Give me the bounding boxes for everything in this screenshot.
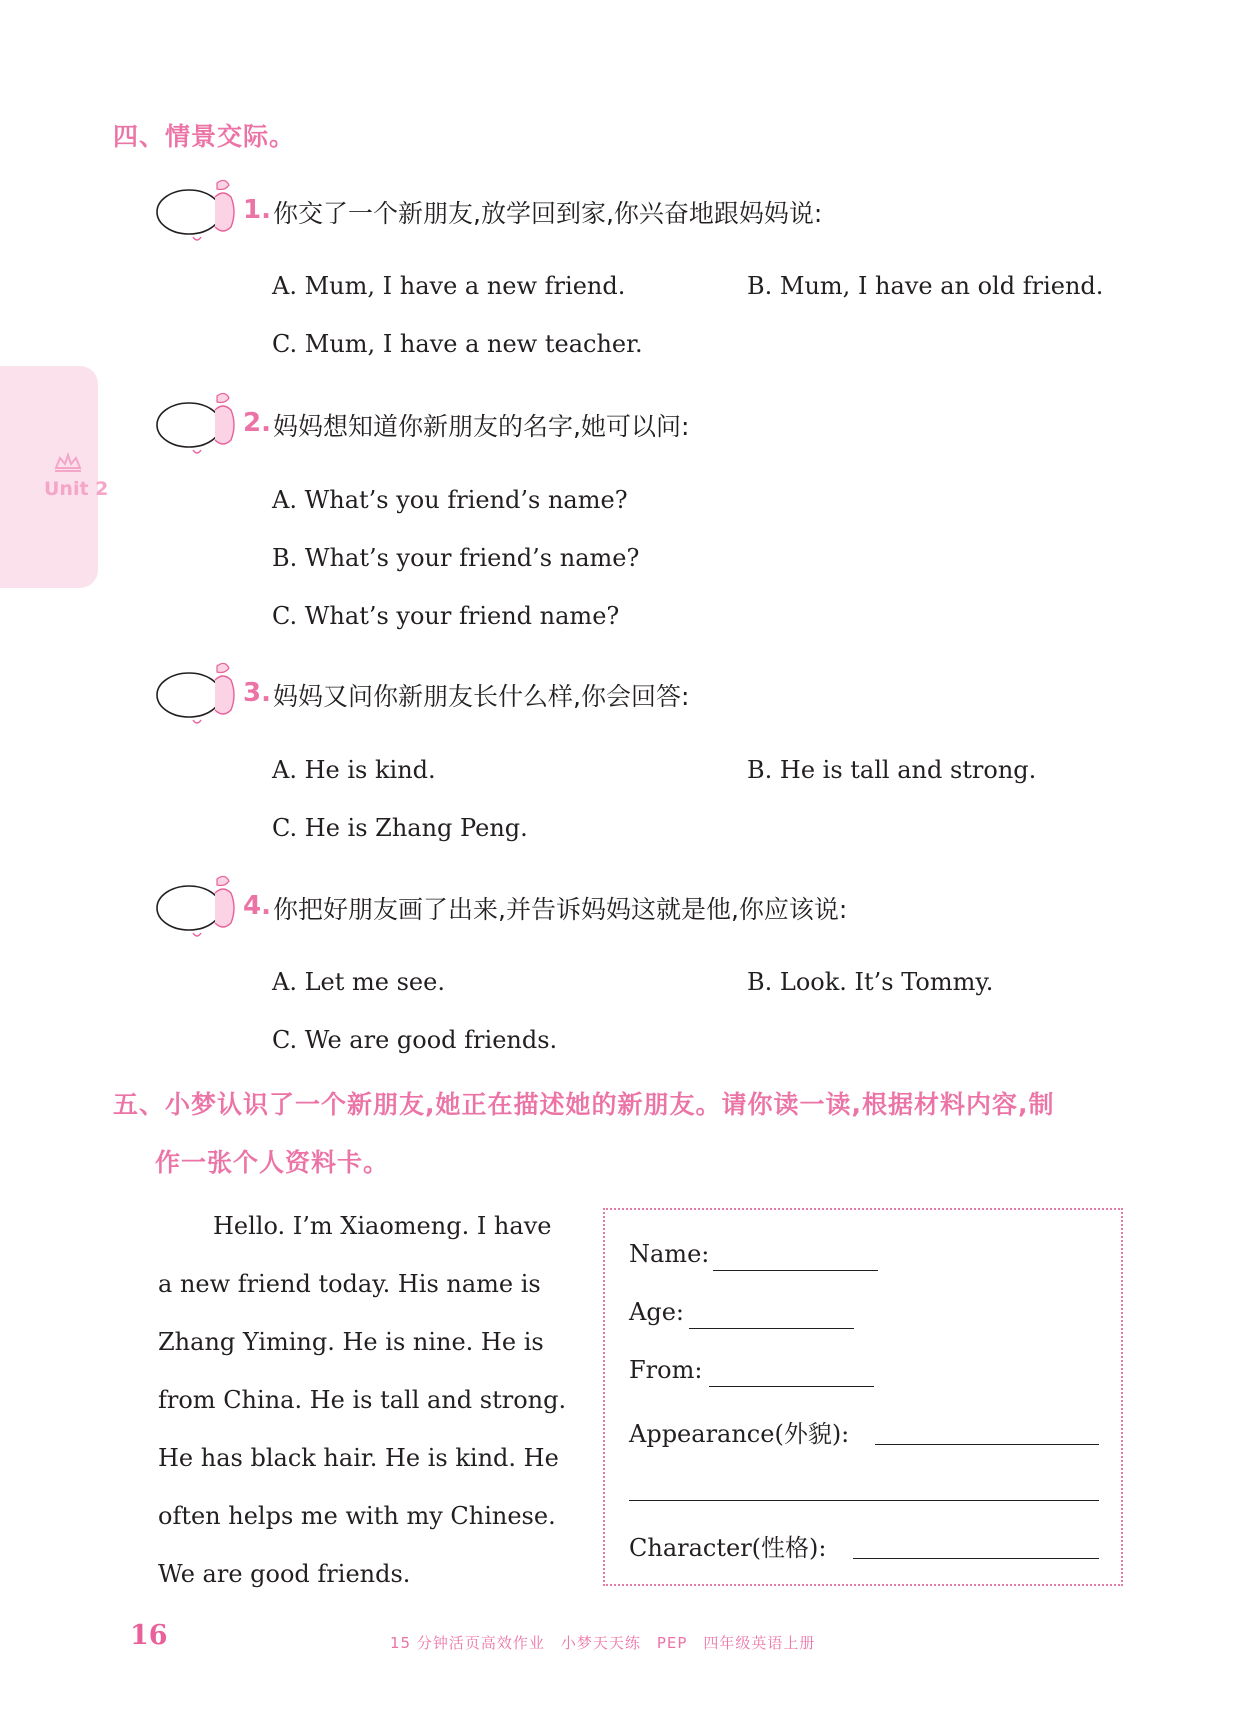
passage-line: a new friend today. His name is <box>158 1270 541 1298</box>
option-b: B. What’s your friend’s name? <box>272 544 640 572</box>
answer-bubble-icon[interactable] <box>155 871 239 941</box>
profile-card <box>603 1208 1123 1586</box>
age-answer-line[interactable] <box>689 1328 854 1329</box>
answer-bubble-icon[interactable] <box>155 388 239 458</box>
option-b: B. Look. It’s Tommy. <box>747 968 994 996</box>
option-a: A. Let me see. <box>272 968 445 996</box>
question-number: 3. <box>243 678 271 708</box>
answer-bubble-icon[interactable] <box>155 175 239 245</box>
option-a: A. He is kind. <box>272 756 436 784</box>
option-a: A. What’s you friend’s name? <box>272 486 628 514</box>
appearance-answer-line-2[interactable] <box>629 1500 1099 1501</box>
from-answer-line[interactable] <box>709 1386 874 1387</box>
character-answer-line[interactable] <box>853 1558 1099 1559</box>
passage-line: We are good friends. <box>158 1560 411 1588</box>
question-number: 4. <box>243 891 271 921</box>
question-text: 妈妈又问你新朋友长什么样,你会回答: <box>273 682 690 711</box>
passage-line: from China. He is tall and strong. <box>158 1386 567 1414</box>
from-label: From: <box>629 1356 703 1384</box>
unit-side-tab <box>0 366 98 588</box>
question-text: 你把好朋友画了出来,并告诉妈妈这就是他,你应该说: <box>273 895 848 924</box>
section-4-title: 四、情景交际。 <box>113 122 296 151</box>
question-text: 妈妈想知道你新朋友的名字,她可以问: <box>273 412 690 441</box>
unit-label: Unit 2 <box>44 478 109 500</box>
question-number: 1. <box>243 195 271 225</box>
passage-line: Hello. I’m Xiaomeng. I have <box>213 1212 552 1240</box>
question-text: 你交了一个新朋友,放学回到家,你兴奋地跟妈妈说: <box>273 199 823 228</box>
option-c: C. What’s your friend name? <box>272 602 620 630</box>
option-c: C. We are good friends. <box>272 1026 558 1054</box>
appearance-answer-line[interactable] <box>875 1444 1099 1445</box>
option-c: C. He is Zhang Peng. <box>272 814 528 842</box>
option-b: B. He is tall and strong. <box>747 756 1037 784</box>
question-number: 2. <box>243 408 271 438</box>
appearance-label: Appearance(外貌): <box>629 1420 850 1448</box>
crown-icon <box>52 452 84 474</box>
section-5-title: 五、小梦认识了一个新朋友,她正在描述她的新朋友。请你读一读,根据材料内容,制 <box>113 1090 1055 1119</box>
section-5-title-cont: 作一张个人资料卡。 <box>155 1148 390 1177</box>
footer-text: 15 分钟活页高效作业 小梦天天练 PEP 四年级英语上册 <box>390 1634 816 1652</box>
passage-line: often helps me with my Chinese. <box>158 1502 556 1530</box>
option-a: A. Mum, I have a new friend. <box>272 272 626 300</box>
age-label: Age: <box>629 1298 684 1326</box>
character-label: Character(性格): <box>629 1534 827 1562</box>
reading-passage <box>158 1197 566 1603</box>
passage-line: Zhang Yiming. He is nine. He is <box>158 1328 544 1356</box>
name-label: Name: <box>629 1240 710 1268</box>
name-answer-line[interactable] <box>713 1270 878 1271</box>
option-c: C. Mum, I have a new teacher. <box>272 330 643 358</box>
option-b: B. Mum, I have an old friend. <box>747 272 1104 300</box>
page-number: 16 <box>130 1620 168 1651</box>
passage-line: He has black hair. He is kind. He <box>158 1444 559 1472</box>
answer-bubble-icon[interactable] <box>155 658 239 728</box>
